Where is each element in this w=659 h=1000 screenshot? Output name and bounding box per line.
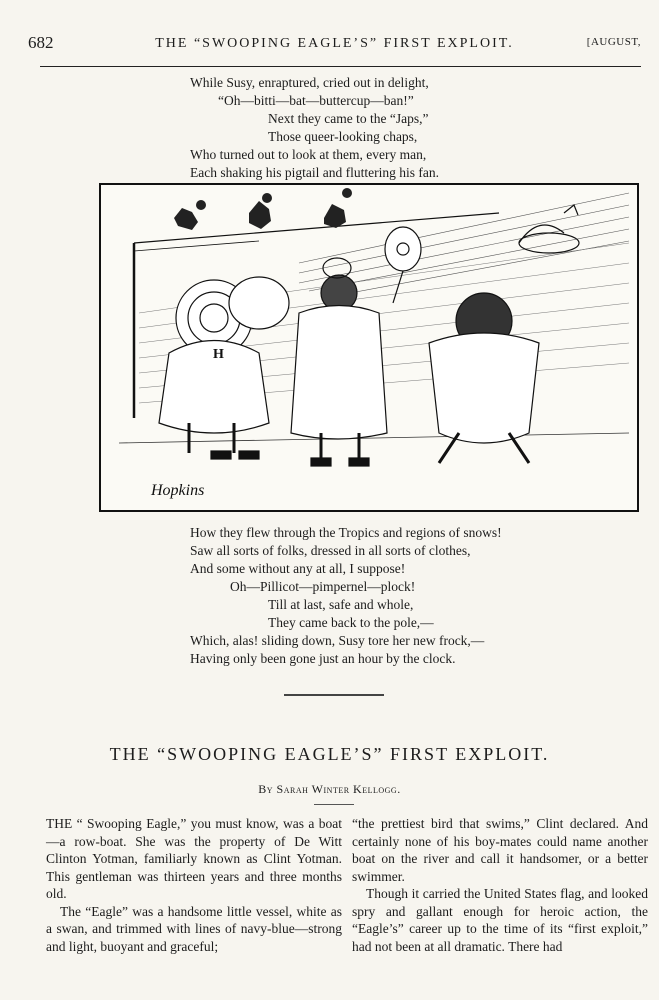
poem-line: Each shaking his pigtail and fluttering his fan. [190, 165, 439, 180]
poem-line: Those queer-looking chaps, [268, 129, 418, 144]
poem-stanza-top [190, 74, 439, 182]
poem-stanza-bottom [190, 524, 502, 668]
running-month: [AUGUST, [586, 36, 641, 48]
poem-line: Who turned out to look at them, every man, [190, 147, 427, 162]
artist-signature: Hopkins [151, 482, 205, 499]
page-header [28, 30, 641, 60]
poem-line: How they flew through the Tropics and regions of snows! [190, 525, 502, 540]
article-byline: By Sarah Winter Kellogg. [258, 782, 401, 796]
header-rule [40, 66, 641, 67]
poem-line: Saw all sorts of folks, dressed in all sorts of clothes, [190, 543, 471, 558]
page-number: 682 [28, 33, 54, 52]
article-title: THE “SWOOPING EAGLE’S” FIRST EXPLOIT. [109, 744, 550, 764]
paragraph: THE “ Swooping Eagle,” you must know, was a boat—a row-boat. She was the property of De Witt Clinton Yotman, familiarly known as Clint Yotman. This gentleman was thirteen years and three months old. [46, 816, 342, 901]
running-title: THE “SWOOPING EAGLE’S” FIRST EXPLOIT. [155, 36, 514, 51]
article-column-left [46, 815, 342, 955]
shirt-letter: H [213, 347, 224, 362]
poem-line: “Oh—bitti—bat—buttercup—ban!” [218, 93, 414, 108]
poem-line: Till at last, safe and whole, [268, 597, 414, 612]
illustration [99, 183, 639, 512]
poem-line: Which, alas! sliding down, Susy tore her new frock,— [190, 633, 485, 648]
byline-rule [314, 804, 354, 805]
poem-line: Next they came to the “Japs,” [268, 111, 429, 126]
poem-line: While Susy, enraptured, cried out in delight, [190, 75, 429, 90]
paragraph: “the prettiest bird that swims,” Clint declared. And certainly none of his boy-mates could name another boat on the river and call it handsomer, or a better swimmer. [352, 816, 648, 884]
poem-line: And some without any at all, I suppose! [190, 561, 406, 576]
article-column-right [352, 815, 648, 955]
poem-line: They came back to the pole,— [268, 615, 434, 630]
poem-line: Having only been gone just an hour by the clock. [190, 651, 456, 666]
paragraph: The “Eagle” was a handsome little vessel, white as a swan, and trimmed with lines of navy-blue—strong and light, buoyant and graceful; [46, 903, 342, 954]
section-separator [284, 694, 384, 696]
paragraph: Though it carried the United States flag, and looked spry and gallant enough for heroic action, the “Eagle’s” career up to the time of its “first exploit,” had not been at all dramatic. There had [352, 886, 648, 954]
poem-line: Oh—Pillicot—pimpernel—plock! [230, 579, 416, 594]
